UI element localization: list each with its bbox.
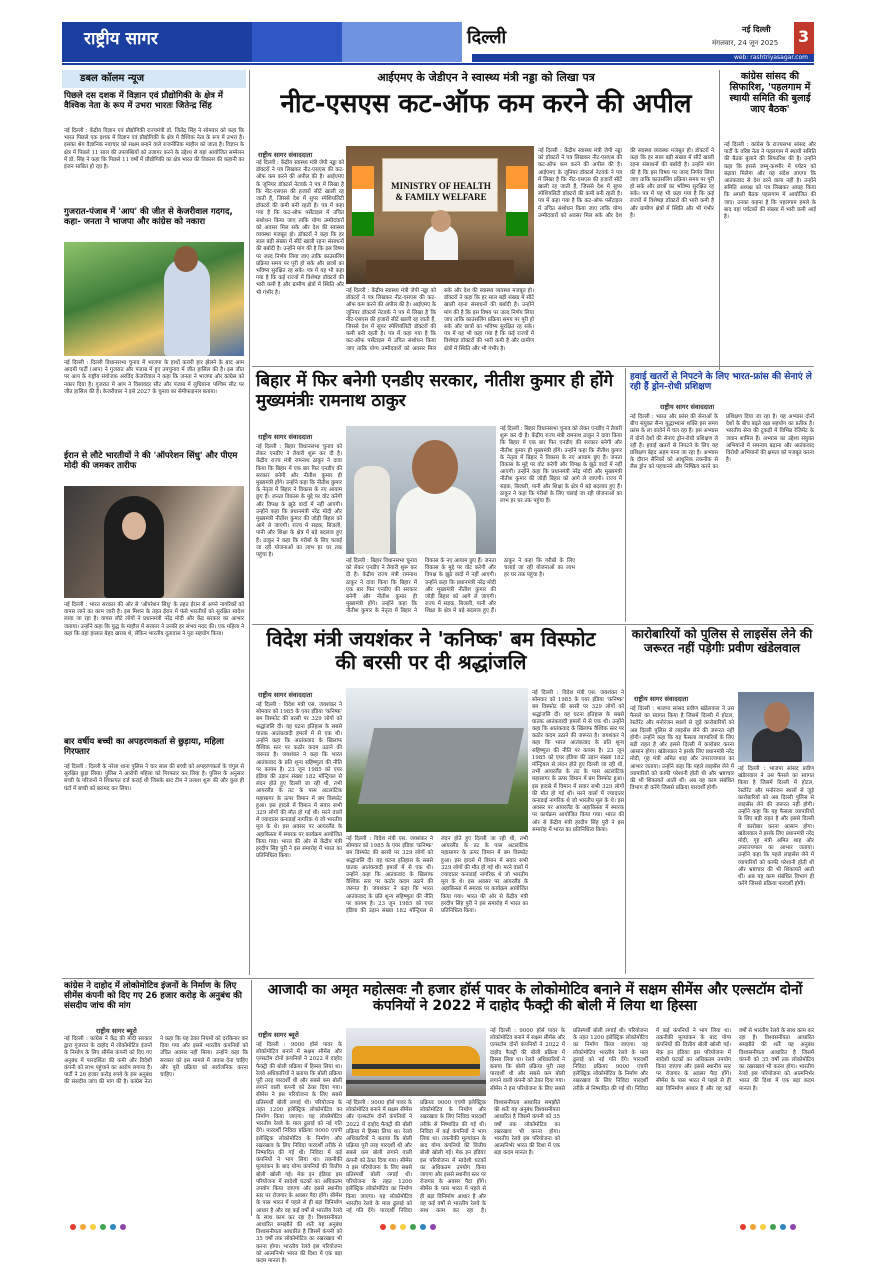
alstom-main-body-bottom: नई दिल्ली : 9000 हॉर्स पावर के लोकोमोटिव बनाने में सक्षम सीमेंस और एल्सटॉम दोनों कंपनियों ने 2022 में दाहोद फैक्ट्री की बोली प्रक्रिया में हिस्सा लिया था। रेलवे अधिकारियों ने बताया कि बोली प्रक्रिया पूरी तरह पारदर्शी थी और सबसे कम बोली लगाने वाली कंपनी को ठेका दिया गया। सीमेंस ने इस परियोजना के लिए सबसे प्रतिस्पर्धी बोली लगाई थी। परियोजना के तहत 1200 इलेक्ट्रिक लोकोमोटिव का निर्माण किया जाएगा। यह लोकोमोटिव भारतीय रेलवे के माल ढुलाई को नई गति देंगे। पारदर्शी निविदा प्रक्रियाः 9000 एचपी इलेक्ट्रिक लोकोमोटिव के निर्माण और रखरखाव के लिए निविदा पारदर्शी तरीके से निष्पादित की गई थी। निविदा में कई कंपनियों ने भाग लिया था। तकनीकी मूल्यांकन के बाद योग्य कंपनियों की वित्तीय बोली खोली गई। मेक इन इंडियाः इस परियोजना में स्वदेशी घटकों का अधिकतम उपयोग किया जाएगा और इससे स्थानीय स्तर पर रोजगार के अवसर पैदा होंगे। सीमेंस के पास भारत में पहले से ही बड़ा विनिर्माण आधार है और वह कई वर्षों से भारतीय रेलवे के साथ काम कर रहा है। विश्वसनीयता आधारित समझौते की शर्तेंः यह अनुबंध विश्वसनीयता आधारित है जिसमें कंपनी को 35 वर्षों तक लोकोमोटिव का रखरखाव भी करना होगा। भारतीय रेलवे इस परियोजना को आत्मनिर्भर भारत की दिशा में एक बड़ा कदम मानता है। (346, 1100, 560, 1215)
leader-head (412, 440, 458, 494)
footer-dot (80, 1224, 86, 1230)
footer-dot (750, 1224, 756, 1230)
city-name: दिल्ली (467, 27, 507, 48)
footer-dot (770, 1224, 776, 1230)
praveen-khandelwal-photo (738, 692, 814, 762)
section-label-box (62, 70, 246, 88)
bystander-figure (354, 466, 390, 554)
footer-dot (760, 1224, 766, 1230)
karobari-headline: कारोबारियों को पुलिस से लाइसेंस लेने की जरूरत नहीं पड़ेगीः प्रवीण खंडेलवाल (631, 627, 813, 655)
jaishankar-body-bottom: नई दिल्ली : विदेश मंत्री एस. जयशंकर ने सोमवार को 1985 के एयर इंडिया 'कनिष्क' बम विस्फोट की बरसी पर 329 लोगों को श्रद्धांजलि दी। यह घटना इतिहास के सबसे घातक आतंकवादी हमलों में से एक थी। उन्होंने कहा कि आतंकवाद के खिलाफ वैश्विक स्तर पर कठोर कदम उठाने की जरूरत है। जयशंकर ने कहा कि भारत आतंकवाद के प्रति शून्य सहिष्णुता की नीति पर कायम है। 23 जून 1985 को एयर इंडिया की उड़ान संख्या 182 मॉन्ट्रियल से लंदन होते हुए दिल्ली जा रही थी, तभी आयरलैंड के तट के पास अटलांटिक महासागर के ऊपर विमान में बम विस्फोट हुआ। इस हादसे में विमान में सवार सभी 329 लोगों की मौत हो गई थी। मरने वालों में ज्यादातर कनाडाई नागरिक थे जो भारतीय मूल के थे। इस अवसर पर आयरलैंड के अहाकिस्ता में स्मारक पर कार्यक्रम आयोजित किया गया। भारत की ओर से केंद्रीय मंत्री हरदीप सिंह पुरी ने इस समारोह में भारत का प्रतिनिधित्व किया। (346, 836, 528, 915)
alstom-left-headline: कांग्रेस ने दाहोद में लोकोमोटिव इंजनों के निर्माण के लिए सीमेंस कंपनी को दिए गए 26 हजार करोड़ के अनुबंध की संसदीय जांच की मांग (64, 981, 242, 1011)
memorial-photo (346, 688, 528, 832)
ministry-sign-line2: & FAMILY WELFARE (395, 192, 487, 202)
india-flag (352, 166, 374, 236)
alstom-main-body-left: नई दिल्ली : 9000 हॉर्स पावर के लोकोमोटिव बनाने में सक्षम सीमेंस और एल्सटॉम दोनों कंपनियों ने 2022 में दाहोद फैक्ट्री की बोली प्रक्रिया में हिस्सा लिया था। रेलवे अधिकारियों ने बताया कि बोली प्रक्रिया पूरी तरह पारदर्शी थी और सबसे कम बोली लगाने वाली कंपनी को ठेका दिया गया। सीमेंस ने इस परियोजना के लिए सबसे प्रतिस्पर्धी बोली लगाई थी। परियोजना के तहत 1200 इलेक्ट्रिक लोकोमोटिव का निर्माण किया जाएगा। यह लोकोमोटिव भारतीय रेलवे के माल ढुलाई को नई गति देंगे। पारदर्शी निविदा प्रक्रियाः 9000 एचपी इलेक्ट्रिक लोकोमोटिव के निर्माण और रखरखाव के लिए निविदा पारदर्शी तरीके से निष्पादित की गई थी। निविदा में कई कंपनियों ने भाग लिया था। तकनीकी मूल्यांकन के बाद योग्य कंपनियों की वित्तीय बोली खोली गई। मेक इन इंडियाः इस परियोजना में स्वदेशी घटकों का अधिकतम उपयोग किया जाएगा और इससे स्थानीय स्तर पर रोजगार के अवसर पैदा होंगे। सीमेंस के पास भारत में पहले से ही बड़ा विनिर्माण आधार है और वह कई वर्षों से भारतीय रेलवे के साथ काम कर रहा है। विश्वसनीयता आधारित समझौते की शर्तेंः यह अनुबंध विश्वसनीयता आधारित है जिसमें कंपनी को 35 वर्षों तक लोकोमोटिव का रखरखाव भी करना होगा। भारतीय रेलवे इस परियोजना को आत्मनिर्भर भारत की दिशा में एक बड़ा कदम मानता है। (256, 1042, 342, 1265)
left-column (62, 70, 246, 975)
lead-body-bottom: नई दिल्ली : केंद्रीय स्वास्थ्य मंत्री जेपी नड्डा को डॉक्टरों ने पत्र लिखकर नीट-एसएस की कट-ऑफ कम करने की अपील की है। आईएमए के जूनियर डॉक्टर्स नेटवर्क ने पत्र में लिखा है कि नीट-एसएस की हजारों सीटें खाली रह जाती हैं, जिससे देश में सुपर स्पेशियलिटी डॉक्टरों की कमी बनी रहती है। पत्र में कहा गया है कि कट-ऑफ पर्सेंटाइल में उचित संशोधन किया जाए ताकि योग्य उम्मीदवारों को अवसर मिल सके और देश की स्वास्थ्य व्यवस्था मजबूत हो। डॉक्टरों ने कहा कि हर साल बड़ी संख्या में सीटें खाली रहना संसाधनों की बर्बादी है। उन्होंने मांग की है कि इस विषय पर जल्द निर्णय लिया जाए ताकि काउंसलिंग प्रक्रिया समय पर पूरी हो सके और छात्रों का भविष्य सुरक्षित रह सके। पत्र में यह भी कहा गया है कि कई राज्यों में विशेषज्ञ डॉक्टरों की भारी कमी है और ग्रामीण क्षेत्रों में स्थिति और भी गंभीर है। (346, 288, 534, 352)
jaishankar-body-left: नई दिल्ली : विदेश मंत्री एस. जयशंकर ने सोमवार को 1985 के एयर इंडिया 'कनिष्क' बम विस्फोट की बरसी पर 329 लोगों को श्रद्धांजलि दी। यह घटना इतिहास के सबसे घातक आतंकवादी हमलों में से एक थी। उन्होंने कहा कि आतंकवाद के खिलाफ वैश्विक स्तर पर कठोर कदम उठाने की जरूरत है। जयशंकर ने कहा कि भारत आतंकवाद के प्रति शून्य सहिष्णुता की नीति पर कायम है। 23 जून 1985 को एयर इंडिया की उड़ान संख्या 182 मॉन्ट्रियल से लंदन होते हुए दिल्ली जा रही थी, तभी आयरलैंड के तट के पास अटलांटिक महासागर के ऊपर विमान में बम विस्फोट हुआ। इस हादसे में विमान में सवार सभी 329 लोगों की मौत हो गई थी। मरने वालों में ज्यादातर कनाडाई नागरिक थे जो भारतीय मूल के थे। इस अवसर पर आयरलैंड के अहाकिस्ता में स्मारक पर कार्यक्रम आयोजित किया गया। भारत की ओर से केंद्रीय मंत्री हरदीप सिंह पुरी ने इस समारोह में भारत का प्रतिनिधित्व किया। (256, 702, 342, 860)
hrule-2 (252, 624, 814, 625)
masthead-pattern (252, 22, 342, 62)
nitish-headline: बिहार में फिर बनेगी एनडीए सरकार, नीतीश कुमार ही होंगे मुख्यमंत्रीः रामनाथ ठाकुर (256, 371, 614, 411)
karobari-body-left: नई दिल्ली : भाजपा सांसद प्रवीण खंडेलवाल ने उस फैसले का स्वागत किया है जिसमें दिल्ली में होटल, रेस्टोरेंट और मनोरंजन स्थलों से जुड़े कारोबारियों को अब दिल्ली पुलिस से लाइसेंस लेने की जरूरत नहीं होगी। उन्होंने कहा कि यह फैसला व्यापारियों के लिए बड़ी राहत है और इससे दिल्ली में कारोबार करना आसान होगा। खंडेलवाल ने इसके लिए प्रधानमंत्री नरेंद्र मोदी, गृह मंत्री अमित शाह और उपराज्यपाल का आभार जताया। उन्होंने कहा कि पहले लाइसेंस लेने में व्यापारियों को काफी परेशानी होती थी और भ्रष्टाचार की भी शिकायतें आती थीं। अब यह काम संबंधित विभाग ही करेंगे जिससे प्रक्रिया पारदर्शी होगी। (630, 706, 734, 792)
page-number: 3 (798, 27, 810, 46)
footer-dot (430, 1224, 436, 1230)
leader-body (396, 486, 476, 554)
health-ministry-photo (346, 146, 534, 284)
alstom-main-body-right: नई दिल्ली : 9000 हॉर्स पावर के लोकोमोटिव बनाने में सक्षम सीमेंस और एल्सटॉम दोनों कंपनियों ने 2022 में दाहोद फैक्ट्री की बोली प्रक्रिया में हिस्सा लिया था। रेलवे अधिकारियों ने बताया कि बोली प्रक्रिया पूरी तरह पारदर्शी थी और सबसे कम बोली लगाने वाली कंपनी को ठेका दिया गया। सीमेंस ने इस परियोजना के लिए सबसे प्रतिस्पर्धी बोली लगाई थी। परियोजना के तहत 1200 इलेक्ट्रिक लोकोमोटिव का निर्माण किया जाएगा। यह लोकोमोटिव भारतीय रेलवे के माल ढुलाई को नई गति देंगे। पारदर्शी निविदा प्रक्रियाः 9000 एचपी इलेक्ट्रिक लोकोमोटिव के निर्माण और रखरखाव के लिए निविदा पारदर्शी तरीके से निष्पादित की गई थी। निविदा में कई कंपनियों ने भाग लिया था। तकनीकी मूल्यांकन के बाद योग्य कंपनियों की वित्तीय बोली खोली गई। मेक इन इंडियाः इस परियोजना में स्वदेशी घटकों का अधिकतम उपयोग किया जाएगा और इससे स्थानीय स्तर पर रोजगार के अवसर पैदा होंगे। सीमेंस के पास भारत में पहले से ही बड़ा विनिर्माण आधार है और वह कई वर्षों से भारतीय रेलवे के साथ काम कर रहा है। विश्वसनीयता आधारित समझौते की शर्तेंः यह अनुबंध विश्वसनीयता आधारित है जिसमें कंपनी को 35 वर्षों तक लोकोमोटिव का रखरखाव भी करना होगा। भारतीय रेलवे इस परियोजना को आत्मनिर्भर भारत की दिशा में एक बड़ा कदम मानता है। (490, 1028, 814, 1092)
politician-head (764, 702, 790, 732)
alstom-left-body: नई दिल्ली : कांग्रेस ने केंद्र की मोदी सरकार द्वारा गुजरात के दाहोद में लोकोमोटिव इंजनों के निर्माण के लिए सीमेंस कंपनी को दिए गए अनुबंध में पारदर्शिता की कमी और विदेशी कंपनी को लाभ पहुंचाने का आरोप लगाया है। पार्टी ने 26 हजार करोड़ रुपये के इस अनुबंध की संसदीय जांच की मांग की है। कांग्रेस नेता ने कहा कि यह ठेका नियमों को दरकिनार कर दिया गया और इसमें भारतीय कंपनियों को उचित अवसर नहीं मिला। उन्होंने कहा कि सरकार को इस मामले में जवाब देना चाहिए और पूरी प्रक्रिया को सार्वजनिक करना चाहिए। (64, 1036, 248, 1086)
footer-dots-right (740, 1224, 796, 1230)
story1-body: नई दिल्ली : केंद्रीय विज्ञान एवं प्रौद्योगिकी राज्यमंत्री डॉ. जितेंद्र सिंह ने सोमवार को कहा कि भारत पिछले एक दशक में विज्ञान एवं प्रौद्योगिकी के क्षेत्र में वैश्विक नेता के रूप में उभरा है। इसका श्रेय वैज्ञानिक नवाचार को सक्षम बनाने वाले राजनीतिक माहौल को जाता है। विज्ञान के क्षेत्र में पिछले 11 साल की उपलब्धियों को उजागर करने के उद्देश्य से यहां आयोजित सम्मेलन में डॉ. सिंह ने कहा कि पिछले 11 वर्षों में प्रौद्योगिकी का क्षेत्र भारत की विकास की कहानी का इंजन साबित हो रहा है। (64, 128, 244, 171)
alstom-main-byline: राष्ट्रीय सागर ब्यूरो (258, 1031, 299, 1039)
ministry-sign-board (382, 158, 498, 212)
lead-body: नई दिल्ली : केंद्रीय स्वास्थ्य मंत्री जेपी नड्डा को डॉक्टरों ने पत्र लिखकर नीट-एसएस की कट-ऑफ कम करने की अपील की है। आईएमए के जूनियर डॉक्टर्स नेटवर्क ने पत्र में लिखा है कि नीट-एसएस की हजारों सीटें खाली रह जाती हैं, जिससे देश में सुपर स्पेशियलिटी डॉक्टरों की कमी बनी रहती है। पत्र में कहा गया है कि कट-ऑफ पर्सेंटाइल में उचित संशोधन किया जाए ताकि योग्य उम्मीदवारों को अवसर मिल सके और देश की स्वास्थ्य व्यवस्था मजबूत हो। डॉक्टरों ने कहा कि हर साल बड़ी संख्या में सीटें खाली रहना संसाधनों की बर्बादी है। उन्होंने मांग की है कि इस विषय पर जल्द निर्णय लिया जाए ताकि काउंसलिंग प्रक्रिया समय पर पूरी हो सके और छात्रों का भविष्य सुरक्षित रह सके। पत्र में यह भी कहा गया है कि कई राज्यों में विशेषज्ञ डॉक्टरों की भारी कमी है और ग्रामीण क्षेत्रों में स्थिति और भी गंभीर है। (256, 160, 345, 296)
speaker-head (174, 246, 198, 272)
masthead-pattern-fade (342, 22, 462, 62)
returnees-photo (64, 486, 244, 598)
footer-dot (90, 1224, 96, 1230)
story4-body: नई दिल्ली : दिल्ली के नरेला थाना पुलिस ने चार साल की बच्ची को अपहरणकर्ता के चंगुल से सुरक्षित छुड़ा लिया। पुलिस ने आरोपी महिला को गिरफ्तार कर लिया है। पुलिस के अनुसार बच्ची के परिजनों ने शिकायत दर्ज कराई थी जिसके बाद टीम ने तलाश शुरू की और कुछ ही घंटों में बच्ची को बरामद कर लिया। (64, 764, 244, 792)
footer-dot (120, 1224, 126, 1230)
karobari-byline: राष्ट्रीय सागर संवाददाता (634, 695, 689, 703)
web-bar (472, 54, 814, 62)
lead-kicker: आईएमए के जेडीएन ने स्वास्थ्य मंत्री नड्डा को लिखा पत्र (377, 71, 595, 84)
story2-body: नई दिल्ली : दिल्ली विधानसभा चुनाव में भाजपा के हाथों करारी हार झेलने के बाद आम आदमी पार्टी (आप) ने गुजरात और पंजाब में हुए उपचुनाव में जीत हासिल की है। इस जीत पर आप के राष्ट्रीय संयोजक अरविंद केजरीवाल ने कहा कि जनता ने भाजपा और कांग्रेस को नकार दिया है। गुजरात में आप ने विसावदर सीट और पंजाब में लुधियाना पश्चिम सीट पर जीत हासिल की है। केजरीवाल ने इसे 2027 के चुनाव का सेमीफाइनल बताया। (64, 360, 244, 395)
footer-dots-center (380, 1224, 436, 1230)
nitish-divider (625, 368, 626, 622)
ramnath-thakur-photo (346, 426, 496, 554)
story4-headline: बार वर्षीय बच्ची का अपहरणकर्ता से छुड़ाया, महिला गिरफ्तार (64, 737, 225, 757)
lead-byline: राष्ट्रीय सागर संवाददाता (258, 151, 313, 159)
jaishankar-byline: राष्ट्रीय सागर संवाददाता (258, 691, 313, 699)
lead-right-divider (719, 70, 720, 370)
alstom-left-byline: राष्ट्रीय सागर ब्यूरो (96, 1027, 137, 1035)
jaishankar-headline: विदेश मंत्री जयशंकर ने 'कनिष्क' बम विस्फोट की बरसी पर दी श्रद्धांजलि (266, 627, 596, 674)
nitish-body-right: नई दिल्ली : बिहार विधानसभा चुनाव को लेकर एनडीए ने तैयारी शुरू कर दी है। केंद्रीय राज्य मंत्री रामनाथ ठाकुर ने दावा किया कि बिहार में एक बार फिर एनडीए की सरकार बनेगी और नीतीश कुमार ही मुख्यमंत्री होंगे। उन्होंने कहा कि नीतीश कुमार के नेतृत्व में बिहार ने विकास के नए आयाम छुए हैं। जनता विकास के मुद्दे पर वोट करेगी और विपक्ष के झूठे वादों में नहीं आएगी। उन्होंने कहा कि प्रधानमंत्री नरेंद्र मोदी और मुख्यमंत्री नीतीश कुमार की जोड़ी बिहार को आगे ले जाएगी। राज्य में सड़क, बिजली, पानी और शिक्षा के क्षेत्र में बड़े बदलाव हुए हैं। ठाकुर ने कहा कि गरीबों के लिए चलाई जा रही योजनाओं का लाभ हर घर तक पहुंचा है। (500, 426, 622, 505)
india-flag (506, 166, 528, 236)
footer-dot (400, 1224, 406, 1230)
right-top-body: नई दिल्ली : कांग्रेस के राज्यसभा सांसद और पार्टी के वरिष्ठ नेता ने पहलगाम में स्थायी समिति की बैठक बुलाने की सिफारिश की है। उन्होंने कहा कि इससे जम्मू-कश्मीर में पर्यटन को बढ़ावा मिलेगा और यह संदेश जाएगा कि आतंकवाद से देश डरने वाला नहीं है। उन्होंने समिति अध्यक्ष को पत्र लिखकर आग्रह किया कि अगली बैठक पहलगाम में आयोजित की जाए। उनका कहना है कि पहलगाम हमले के बाद वहां पर्यटकों की संख्या में भारी कमी आई है। (724, 142, 816, 221)
politician-body (752, 728, 802, 762)
paper-name: राष्ट्रीय सागर (84, 29, 158, 49)
footer-dot (380, 1224, 386, 1230)
desk (366, 260, 514, 284)
karobari-body-right: नई दिल्ली : भाजपा सांसद प्रवीण खंडेलवाल ने उस फैसले का स्वागत किया है जिसमें दिल्ली में होटल, रेस्टोरेंट और मनोरंजन स्थलों से जुड़े कारोबारियों को अब दिल्ली पुलिस से लाइसेंस लेने की जरूरत नहीं होगी। उन्होंने कहा कि यह फैसला व्यापारियों के लिए बड़ी राहत है और इससे दिल्ली में कारोबार करना आसान होगा। खंडेलवाल ने इसके लिए प्रधानमंत्री नरेंद्र मोदी, गृह मंत्री अमित शाह और उपराज्यपाल का आभार जताया। उन्होंने कहा कि पहले लाइसेंस लेने में व्यापारियों को काफी परेशानी होती थी और भ्रष्टाचार की भी शिकायतें आती थीं। अब यह काम संबंधित विभाग ही करेंगे जिससे प्रक्रिया पारदर्शी होगी। (738, 766, 814, 888)
footer-dot (390, 1224, 396, 1230)
page-number-box (794, 22, 814, 54)
jaishankar-divider (625, 626, 626, 974)
web-address: web: rashtriyasagar.com (733, 54, 808, 61)
footer-dot (70, 1224, 76, 1230)
masthead-rule (62, 63, 814, 65)
woman-face (122, 512, 146, 540)
footer-dot (100, 1224, 106, 1230)
jaishankar-body-right: नई दिल्ली : विदेश मंत्री एस. जयशंकर ने सोमवार को 1985 के एयर इंडिया 'कनिष्क' बम विस्फोट की बरसी पर 329 लोगों को श्रद्धांजलि दी। यह घटना इतिहास के सबसे घातक आतंकवादी हमलों में से एक थी। उन्होंने कहा कि आतंकवाद के खिलाफ वैश्विक स्तर पर कठोर कदम उठाने की जरूरत है। जयशंकर ने कहा कि भारत आतंकवाद के प्रति शून्य सहिष्णुता की नीति पर कायम है। 23 जून 1985 को एयर इंडिया की उड़ान संख्या 182 मॉन्ट्रियल से लंदन होते हुए दिल्ली जा रही थी, तभी आयरलैंड के तट के पास अटलांटिक महासागर के ऊपर विमान में बम विस्फोट हुआ। इस हादसे में विमान में सवार सभी 329 लोगों की मौत हो गई थी। मरने वालों में ज्यादातर कनाडाई नागरिक थे जो भारतीय मूल के थे। इस अवसर पर आयरलैंड के अहाकिस्ता में स्मारक पर कार्यक्रम आयोजित किया गया। भारत की ओर से केंद्रीय मंत्री हरदीप सिंह पुरी ने इस समारोह में भारत का प्रतिनिधित्व किया। (532, 690, 624, 833)
footer-dot (790, 1224, 796, 1230)
footer-dots-left (70, 1224, 126, 1230)
section-label: डबल कॉलम न्यूज (80, 73, 145, 84)
footer-dot (420, 1224, 426, 1230)
nitish-byline: राष्ट्रीय सागर संवाददाता (258, 433, 313, 441)
masthead (62, 22, 814, 62)
footer-dot (410, 1224, 416, 1230)
nitish-body-bottom: नई दिल्ली : बिहार विधानसभा चुनाव को लेकर एनडीए ने तैयारी शुरू कर दी है। केंद्रीय राज्य मंत्री रामनाथ ठाकुर ने दावा किया कि बिहार में एक बार फिर एनडीए की सरकार बनेगी और नीतीश कुमार ही मुख्यमंत्री होंगे। उन्होंने कहा कि नीतीश कुमार के नेतृत्व में बिहार ने विकास के नए आयाम छुए हैं। जनता विकास के मुद्दे पर वोट करेगी और विपक्ष के झूठे वादों में नहीं आएगी। उन्होंने कहा कि प्रधानमंत्री नरेंद्र मोदी और मुख्यमंत्री नीतीश कुमार की जोड़ी बिहार को आगे ले जाएगी। राज्य में सड़क, बिजली, पानी और शिक्षा के क्षेत्र में बड़े बदलाव हुए हैं। ठाकुर ने कहा कि गरीबों के लिए चलाई जा रही योजनाओं का लाभ हर घर तक पहुंचा है। (346, 558, 575, 615)
kejriwal-photo (64, 242, 244, 356)
locomotive-body (352, 1046, 480, 1076)
speaker-figure (164, 258, 210, 356)
lead-body-right: नई दिल्ली : केंद्रीय स्वास्थ्य मंत्री जेपी नड्डा को डॉक्टरों ने पत्र लिखकर नीट-एसएस की कट-ऑफ कम करने की अपील की है। आईएमए के जूनियर डॉक्टर्स नेटवर्क ने पत्र में लिखा है कि नीट-एसएस की हजारों सीटें खाली रह जाती हैं, जिससे देश में सुपर स्पेशियलिटी डॉक्टरों की कमी बनी रहती है। पत्र में कहा गया है कि कट-ऑफ पर्सेंटाइल में उचित संशोधन किया जाए ताकि योग्य उम्मीदवारों को अवसर मिल सके और देश की स्वास्थ्य व्यवस्था मजबूत हो। डॉक्टरों ने कहा कि हर साल बड़ी संख्या में सीटें खाली रहना संसाधनों की बर्बादी है। उन्होंने मांग की है कि इस विषय पर जल्द निर्णय लिया जाए ताकि काउंसलिंग प्रक्रिया समय पर पूरी हो सके और छात्रों का भविष्य सुरक्षित रह सके। पत्र में यह भी कहा गया है कि कई राज्यों में विशेषज्ञ डॉक्टरों की भारी कमी है और ग्रामीण क्षेत्रों में स्थिति और भी गंभीर है। (538, 148, 714, 219)
ministry-sign-line1: MINISTRY OF HEALTH (391, 181, 491, 191)
footer-dot (780, 1224, 786, 1230)
nitish-body-left: नई दिल्ली : बिहार विधानसभा चुनाव को लेकर एनडीए ने तैयारी शुरू कर दी है। केंद्रीय राज्य मंत्री रामनाथ ठाकुर ने दावा किया कि बिहार में एक बार फिर एनडीए की सरकार बनेगी और नीतीश कुमार ही मुख्यमंत्री होंगे। उन्होंने कहा कि नीतीश कुमार के नेतृत्व में बिहार ने विकास के नए आयाम छुए हैं। जनता विकास के मुद्दे पर वोट करेगी और विपक्ष के झूठे वादों में नहीं आएगी। उन्होंने कहा कि प्रधानमंत्री नरेंद्र मोदी और मुख्यमंत्री नीतीश कुमार की जोड़ी बिहार को आगे ले जाएगी। राज्य में सड़क, बिजली, पानी और शिक्षा के क्षेत्र में बड़े बदलाव हुए हैं। ठाकुर ने कहा कि गरीबों के लिए चलाई जा रही योजनाओं का लाभ हर घर तक पहुंचा है। (256, 444, 342, 559)
left-col-divider (249, 70, 250, 975)
drone-body: नई दिल्ली : भारत और फ्रांस की सेनाओं के बीच संयुक्त सैन्य युद्धाभ्यास शक्ति इस समय फ्रांस के ला कावेर्न में चल रहा है। इस अभ्यास में दोनों देशों की सेनाएं ड्रोन-रोधी प्रशिक्षण ले रही हैं। हवाई खतरों से निपटने के लिए यह प्रशिक्षण बेहद अहम माना जा रहा है। अभ्यास के दौरान सैनिकों को आधुनिक तकनीक से लैस ड्रोन को पहचानने और निष्क्रिय करने का प्रशिक्षण दिया जा रहा है। यह अभ्यास दोनों देशों के बीच बढ़ते रक्षा सहयोग का प्रतीक है। भारतीय सेना की टुकड़ी में विभिन्न रेजिमेंट के जवान शामिल हैं। अभ्यास का उद्देश्य संयुक्त अभियानों में समन्वय बढ़ाना और आतंकवाद विरोधी अभियानों की क्षमता को मजबूत करना है। (630, 414, 814, 471)
footer-dot (740, 1224, 746, 1230)
edition-name: नई दिल्ली (742, 25, 771, 34)
drone-byline: राष्ट्रीय सागर संवाददाता (660, 403, 715, 411)
rail-track (346, 1080, 486, 1084)
alstom-main-headline: आजादी का अमृत महोत्सवः नौ हजार हॉर्स पावर के लोकोमोटिव बनाने में सक्षम सीमेंस और एल्सटॉम दोनों कंपनियों ने 2022 में दाहोद फैक्ट्री की बोली में लिया था हिस्सा (267, 982, 803, 1015)
story1-headline: पिछले दस दशक में विज्ञान एवं प्रौद्योगिकी के क्षेत्र में वैश्विक नेता के रूप में उभरा भारतः जितेन्द्र सिंह (64, 91, 223, 111)
minister-head (431, 210, 451, 232)
locomotive-photo (346, 1028, 486, 1096)
story3-headline: ईरान से लौटे भारतीयों ने की 'ऑपरेशन सिंधु' और पीएम मोदी की जमकर तारीफ (64, 451, 238, 471)
memorial-stone (358, 728, 524, 804)
paper-name-banner (62, 22, 252, 62)
locomotive-stripe (352, 1064, 480, 1069)
drone-headline: हवाई खतरों से निपटने के लिए भारत-फ्रांस की सेनाएं ले रही हैं ड्रोन-रोधी प्रशिक्षण (630, 372, 812, 393)
hrule-1 (252, 366, 814, 367)
alstom-divider (251, 980, 252, 1216)
lead-headline: नीट-एसएस कट-ऑफ कम करने की अपील (280, 89, 692, 119)
story3-body: नई दिल्ली : भारत सरकार की ओर से 'ऑपरेशन सिंधु' के तहत ईरान से अपने नागरिकों को वापस लाने का काम जारी है। इस मिशन के तहत ईरान में फंसे भारतीयों को सुरक्षित स्वदेश लाया जा रहा है। वापस लौटे लोगों ने प्रधानमंत्री नरेंद्र मोदी और केंद्र सरकार का आभार जताया। उन्होंने कहा कि युद्ध के माहौल में सरकार ने उनकी हर संभव मदद की। एक महिला ने कहा कि वहां हालात बेहद खराब थे, लेकिन भारतीय दूतावास ने पूरा सहयोग किया। (64, 602, 244, 637)
right-top-headline: कांग्रेस सांसद की सिफारिश, 'पहलगाम में स्थायी समिति की बुलाई जाए बैठक' (729, 71, 811, 115)
footer-dot (110, 1224, 116, 1230)
hrule-3 (62, 978, 814, 979)
edition-date: मंगलवार, 24 जून 2025 (712, 39, 779, 47)
story2-headline: गुजरात-पंजाब में 'आप' की जीत से केजरीवाल गदगद, कहा- जनता ने भाजपा और कांग्रेस को नकारा (64, 207, 233, 227)
